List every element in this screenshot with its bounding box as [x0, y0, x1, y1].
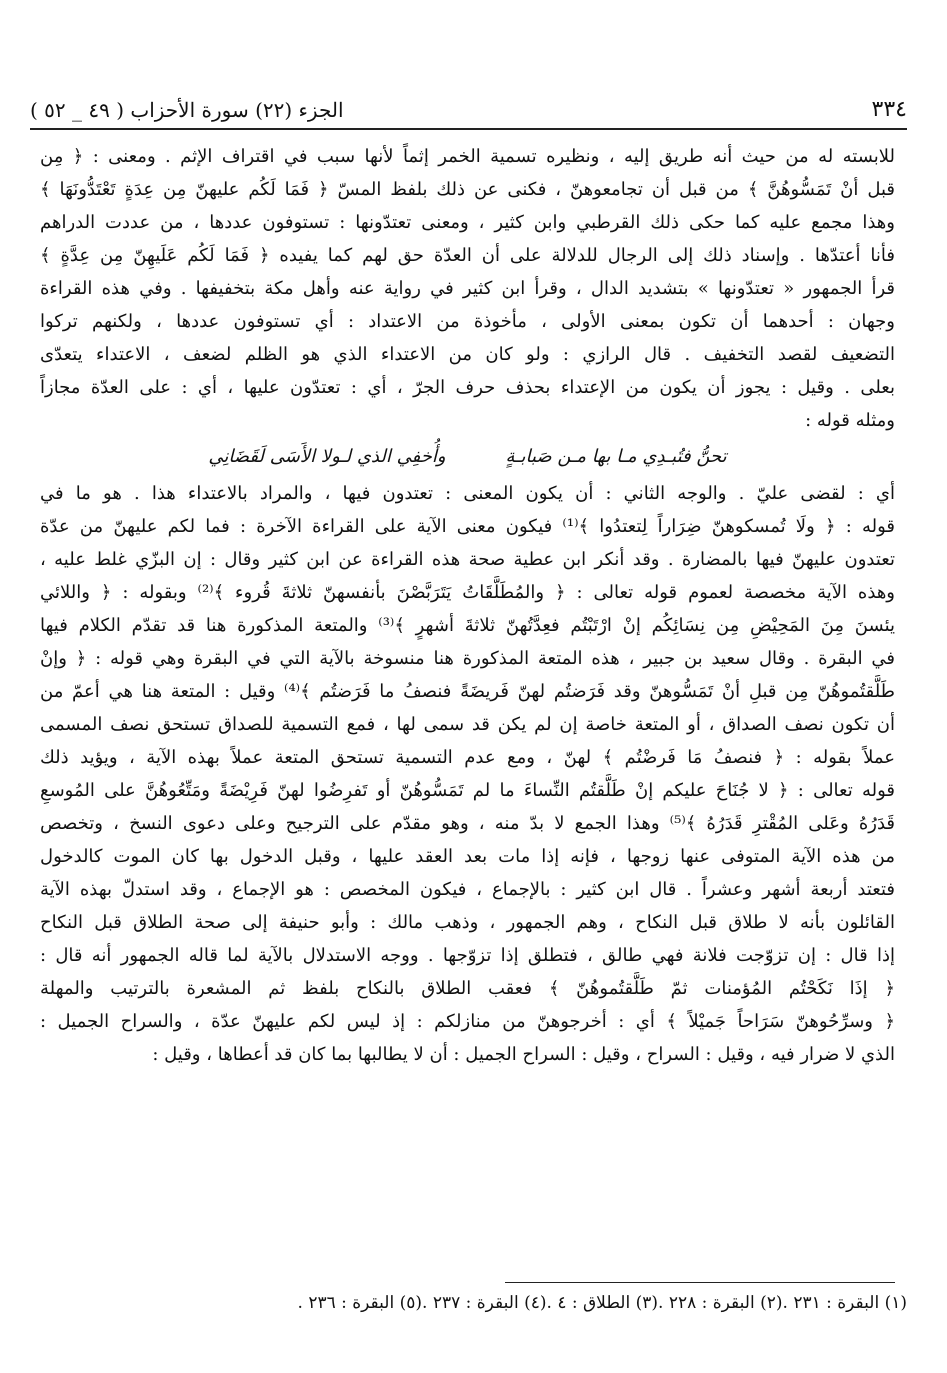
text-line: عملاً بقوله : ﴿ فنصفُ مَا فَرضْتُم ﴾ لهنّ ، ومع عدم التسمية تستحق المتعة عملاً بهذه الآية ، ويؤيد ذلك [40, 747, 895, 768]
header-divider [30, 128, 907, 130]
poetry-verse [40, 437, 895, 477]
text-line: وهذه الآية مخصصة لعموم قوله تعالى : ﴿ والمُطَلَّقَاتُ يَتَرَبَّصْنَ بأنفسهنّ ثلاثةَ قُروء ﴾⁽²⁾ وبقوله : ﴿ واللائي [40, 582, 895, 603]
text-line: طَلَّقتُموهُنّ مِن قبلِ أنْ تَمَسُّوهنّ وقد فَرَضتُم لهنّ فَريضَةً فنصفُ ما فَرَضتُم ﴾⁽⁴⁾ وقيل : المتعة هنا هي أعمّ من [40, 681, 895, 702]
text-line: أي : لقضى عليّ . والوجه الثاني : أن يكون المعنى : تعتدون فيها ، والمراد بالاعتداء هذا . هو ما في [40, 483, 895, 504]
text-line: في البقرة . وقال سعيد بن جبير ، هذه المتعة المذكورة هنا منسوخة بالآية التي في البقرة وهي قوله : ﴿ وإنْ [40, 648, 895, 669]
text-line: قَدَرُهُ وعَلى المُقْترِ قَدَرُهُ ﴾⁽⁵⁾ وهذا الجمع لا بدّ منه ، وهو مقدّم على الترجيح وعلى دعوى النسخ ، وتخصص [40, 813, 895, 834]
text-line: تعتدون عليهنّ فيها بالمضارة . وقد أنكر ابن عطية صحة هذه القراءة عن ابن كثير وقال : إن البزّي غلط عليه ، [40, 549, 895, 570]
text-line: إذا قال : إن تزوّجت فلانة فهي طالق ، فتطلق إذا تزوّجها . ووجه الاستدلال بالآية لما قاله الجمهور أنه قال : [40, 945, 895, 966]
footnote-divider [505, 1282, 895, 1283]
text-line: قبل أنْ تَمَسُّوهُنَّ ﴾ من قبل أن تجامعوهنّ ، فكنى عن ذلك بلفظ المسّ ﴿ فَمَا لَكُم عليهنّ مِن عِدَةٍ تَعْتَدُّونَهَا ﴾ [40, 179, 895, 200]
body-text [40, 140, 895, 1071]
text-line: القائلون بأنه لا طلاق قبل النكاح ، وهم الجمهور ، وذهب مالك : وأبو حنيفة إلى صحة الطلاق قبل النكاح [40, 912, 895, 933]
text-line: قرأ الجمهور « تعتدّونها » بتشديد الدال ، وقرأ ابن كثير في رواية عنه وأهل مكة بتخفيفها . وفي هذه القراءة [40, 278, 895, 299]
text-line: قوله تعالى : ﴿ لا جُنَاحَ عليكم إنْ طَلَّقتُم النِّساءَ ما لم تَمَسُّوهُنّ أو تَفرِضُوا لهنّ فَرِيْضَةً ومَتِّعُوهُنَّ على المُوسعِ [40, 780, 895, 801]
text-line: قوله : ﴿ ولَا تُمسكوهنّ ضِرَاراً لِتعتدُوا ﴾⁽¹⁾ فيكون معنى الآية على القراءة الآخرة : فما لكم عليهنّ من عدّة [40, 516, 895, 537]
text-line: ومثله قوله : [805, 410, 895, 431]
text-line: الذي لا ضرار فيه ، وقيل : السراح ، وقيل : السراح الجميل : أن لا يطالبها بما كان قد أعطاها ، وقيل : [152, 1044, 895, 1065]
running-title: الجزء (٢٢) سورة الأحزاب ( ٤٩ _ ٥٢ ) [30, 98, 344, 122]
verse-hemistich-left: وأُخفِي الذي لـولا الأَسَى لَقَضَانِي [208, 446, 446, 467]
footnotes: (١) البقرة : ٢٣١ .(٢) البقرة : ٢٢٨ .(٣) الطلاق : ٤ .(٤) البقرة : ٢٣٧ .(٥) البقرة : ٢٣٦ . [297, 1293, 907, 1313]
text-line: يئسنَ مِنَ المَحِيْضِ مِن نِسَائِكُم إنْ ارْتَبْتُم فعِدَّتُهنّ ثلاثةَ أشهرٍ ﴾⁽³⁾ والمتعة المذكورة هنا قد تقدّم الكلام فيها [40, 615, 895, 636]
page-number: ٣٣٤ [871, 97, 907, 122]
text-line: فأنا أعتدّها . وإسناد ذلك إلى الرجال للدلالة على أن العدّة حق لهم كما يفيده ﴿ فَمَا لَكُم عَلَيهِنّ مِن عِدَّةٍ ﴾ [40, 245, 895, 266]
page-header [30, 92, 907, 122]
text-line: للابسته له من حيث أنه طريق إليه ، ونظيره تسمية الخمر إثماً لأنها سبب في اقتراف الإثم . ومعنى : ﴿ مِن [40, 146, 895, 167]
text-line: أن تكون نصف الصداق ، أو المتعة خاصة إن لم يكن قد سمى لها ، فمع التسمية للصداق تستحق نصف المسمى [40, 714, 895, 735]
text-line: ﴿ إذَا نَكَحْتُم المُؤمنات ثمّ طَلَّقتُموهُنّ ﴾ فعقب الطلاق بالنكاح بلفظ ثم المشعرة بالترتيب والمهلة [40, 978, 895, 999]
text-line: ﴿ وسرِّحُوهنّ سَرَاحاً جَميْلاً ﴾ أي : أخرجوهنّ من منازلكم : إذ ليس لكم عليهنّ عدّة ، والسراح الجميل : [40, 1011, 895, 1032]
text-line: وجهان : أحدهما أن تكون بمعنى الأولى ، مأخوذة من الاعتداد : أي تستوفون عددها ، ولكنهم تركوا [40, 311, 895, 332]
text-line: بعلى . وقيل : يجوز أن يكون من الإعتداء بحذف حرف الجرّ ، أي : تعتدّون عليها ، أي : على العدّة مجازاً [40, 377, 895, 398]
verse-hemistich-right: تحنُّ فتُبـدِي مـا بها مـن صَبابـةٍ [505, 446, 727, 467]
text-line: وهذا مجمع عليه كما حكى ذلك القرطبي وابن كثير ، ومعنى تعتدّونها : تستوفون عددها ، من عددت الدراهم [40, 212, 895, 233]
text-line: فتعتد أربعة أشهر وعشراً . قال ابن كثير : بالإجماع ، فيكون المخصص : هو الإجماع ، وقد استدلّ بهذه الآية [40, 879, 895, 900]
text-line: التضعيف لقصد التخفيف . قال الرازي : ولو كان من الاعتداء الذي هو الظلم لضعف ، الاعتداء يتعدّى [40, 344, 895, 365]
text-line: من هذه الآية المتوفى عنها زوجها ، فإنه إذا مات بعد العقد عليها ، وقبل الدخول بها كان الموت كالدخول [40, 846, 895, 867]
